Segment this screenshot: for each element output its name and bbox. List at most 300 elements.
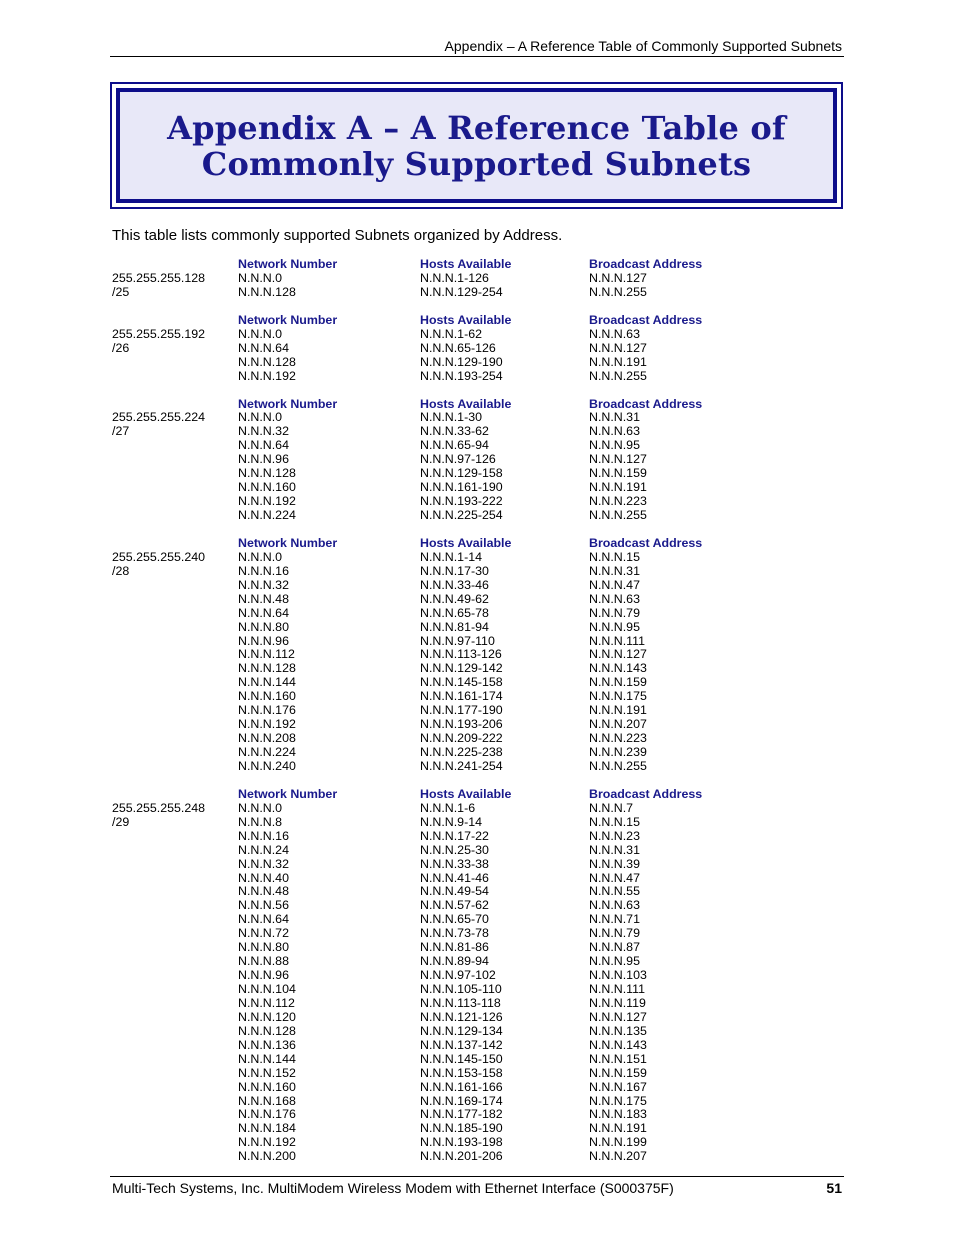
network-number: N.N.N.32 xyxy=(238,577,289,592)
hosts-available: N.N.N.1-62 xyxy=(420,326,482,341)
broadcast-address: N.N.N.111 xyxy=(589,982,646,996)
column-header-network: Network Number xyxy=(238,786,338,801)
network-number: N.N.N.80 xyxy=(238,940,289,955)
hosts-available: N.N.N.193-198 xyxy=(420,1135,503,1150)
broadcast-address: N.N.N.55 xyxy=(589,884,640,899)
broadcast-address: N.N.N.95 xyxy=(589,619,640,634)
table-row xyxy=(112,328,812,342)
table-row xyxy=(112,718,812,732)
broadcast-address: N.N.N.151 xyxy=(589,1051,647,1066)
network-number: N.N.N.128 xyxy=(238,1023,296,1038)
mask-spacer xyxy=(112,1108,238,1122)
mask-spacer xyxy=(112,872,238,886)
table-header-row xyxy=(112,537,812,551)
hosts-available: N.N.N.49-62 xyxy=(420,591,489,606)
hosts-available: N.N.N.65-94 xyxy=(420,438,489,453)
network-number: N.N.N.128 xyxy=(238,284,296,299)
table-row xyxy=(112,955,812,969)
network-number: N.N.N.64 xyxy=(238,912,289,927)
broadcast-address: N.N.N.63 xyxy=(589,898,640,913)
broadcast-address: N.N.N.159 xyxy=(589,675,647,690)
network-number: N.N.N.0 xyxy=(238,410,283,425)
network-number: N.N.N.160 xyxy=(238,480,296,495)
subnet-cidr: /27 xyxy=(112,424,130,439)
broadcast-address: N.N.N.31 xyxy=(589,563,640,578)
subnet-group xyxy=(112,398,812,523)
broadcast-address: N.N.N.111 xyxy=(589,633,646,648)
broadcast-address: N.N.N.127 xyxy=(589,1009,647,1024)
broadcast-address: N.N.N.175 xyxy=(589,689,647,704)
network-number: N.N.N.176 xyxy=(238,1107,296,1122)
network-number: N.N.N.0 xyxy=(238,800,283,815)
network-number: N.N.N.200 xyxy=(238,1149,296,1164)
network-number: N.N.N.96 xyxy=(238,452,289,467)
broadcast-address: N.N.N.95 xyxy=(589,954,640,969)
mask-spacer xyxy=(112,356,238,370)
column-header-broadcast: Broadcast Address xyxy=(589,257,703,271)
table-row xyxy=(112,969,812,983)
mask-spacer xyxy=(112,1025,238,1039)
hosts-available: N.N.N.129-158 xyxy=(420,466,503,481)
mask-spacer xyxy=(112,983,238,997)
mask-spacer xyxy=(112,1150,238,1164)
table-row xyxy=(112,997,812,1011)
table-row xyxy=(112,941,812,955)
page-title-line1: Appendix A – A Reference Table of xyxy=(167,108,786,147)
broadcast-address: N.N.N.127 xyxy=(589,270,647,285)
hosts-available: N.N.N.113-126 xyxy=(420,647,502,662)
broadcast-address: N.N.N.15 xyxy=(589,814,640,829)
hosts-available: N.N.N.153-158 xyxy=(420,1065,503,1080)
table-row xyxy=(112,1067,812,1081)
broadcast-address: N.N.N.207 xyxy=(589,717,647,732)
table-row xyxy=(112,286,812,300)
broadcast-address: N.N.N.47 xyxy=(589,577,640,592)
network-number: N.N.N.0 xyxy=(238,270,283,285)
hosts-available: N.N.N.177-190 xyxy=(420,703,503,718)
table-row xyxy=(112,439,812,453)
hosts-available: N.N.N.137-142 xyxy=(420,1037,503,1052)
broadcast-address: N.N.N.87 xyxy=(589,940,640,955)
mask-spacer xyxy=(112,1053,238,1067)
broadcast-address: N.N.N.7 xyxy=(589,800,634,815)
table-row xyxy=(112,467,812,481)
hosts-available: N.N.N.241-254 xyxy=(420,758,503,773)
mask-spacer xyxy=(112,1095,238,1109)
mask-spacer xyxy=(112,1011,238,1025)
broadcast-address: N.N.N.135 xyxy=(589,1023,647,1038)
table-row xyxy=(112,662,812,676)
hosts-available: N.N.N.209-222 xyxy=(420,731,503,746)
mask-spacer xyxy=(112,732,238,746)
network-number: N.N.N.24 xyxy=(238,842,289,857)
hosts-available: N.N.N.97-126 xyxy=(420,452,496,467)
broadcast-address: N.N.N.95 xyxy=(589,438,640,453)
network-number: N.N.N.88 xyxy=(238,954,289,969)
table-row xyxy=(112,1025,812,1039)
hosts-available: N.N.N.105-110 xyxy=(420,982,502,996)
subnet-mask: 255.255.255.128 xyxy=(112,270,206,285)
mask-spacer xyxy=(112,746,238,760)
table-header-row xyxy=(112,398,812,412)
mask-spacer xyxy=(112,690,238,704)
header-spacer xyxy=(112,537,238,551)
broadcast-address: N.N.N.239 xyxy=(589,745,647,759)
broadcast-address: N.N.N.167 xyxy=(589,1079,647,1094)
network-number: N.N.N.32 xyxy=(238,856,289,871)
hosts-available: N.N.N.41-46 xyxy=(420,870,489,885)
table-row xyxy=(112,913,812,927)
network-number: N.N.N.112 xyxy=(238,995,295,1010)
subnet-cidr: /26 xyxy=(112,340,130,355)
broadcast-address: N.N.N.159 xyxy=(589,466,647,481)
network-number: N.N.N.80 xyxy=(238,619,289,634)
broadcast-address: N.N.N.255 xyxy=(589,284,647,299)
table-row xyxy=(112,621,812,635)
hosts-available: N.N.N.65-126 xyxy=(420,340,496,355)
hosts-available: N.N.N.65-70 xyxy=(420,912,489,927)
table-row xyxy=(112,579,812,593)
broadcast-address: N.N.N.39 xyxy=(589,856,640,871)
column-header-hosts: Hosts Available xyxy=(420,312,512,327)
network-number: N.N.N.152 xyxy=(238,1065,296,1080)
hosts-available: N.N.N.97-102 xyxy=(420,968,496,983)
header-rule xyxy=(110,56,844,57)
network-number: N.N.N.176 xyxy=(238,703,296,718)
table-row xyxy=(112,1053,812,1067)
network-number: N.N.N.192 xyxy=(238,1135,296,1150)
broadcast-address: N.N.N.47 xyxy=(589,870,640,885)
column-header-broadcast: Broadcast Address xyxy=(589,786,703,801)
column-header-network: Network Number xyxy=(238,257,338,271)
column-header-network: Network Number xyxy=(238,312,338,327)
table-row xyxy=(112,802,812,816)
hosts-available: N.N.N.33-38 xyxy=(420,856,489,871)
mask-spacer xyxy=(112,969,238,983)
table-row xyxy=(112,342,812,356)
mask-spacer xyxy=(112,858,238,872)
broadcast-address: N.N.N.143 xyxy=(589,661,647,676)
network-number: N.N.N.64 xyxy=(238,340,289,355)
table-row xyxy=(112,607,812,621)
broadcast-address: N.N.N.127 xyxy=(589,647,647,662)
network-number: N.N.N.56 xyxy=(238,898,289,913)
hosts-available: N.N.N.193-222 xyxy=(420,494,503,509)
hosts-available: N.N.N.9-14 xyxy=(420,814,482,829)
table-row xyxy=(112,927,812,941)
hosts-available: N.N.N.129-134 xyxy=(420,1023,503,1038)
broadcast-address: N.N.N.71 xyxy=(589,912,640,927)
hosts-available: N.N.N.161-190 xyxy=(420,480,503,495)
footer-text: Multi-Tech Systems, Inc. MultiModem Wireless Modem with Ethernet Interface (S000375F) xyxy=(112,1180,674,1196)
mask-spacer xyxy=(112,955,238,969)
mask-spacer xyxy=(112,453,238,467)
network-number: N.N.N.112 xyxy=(238,647,295,662)
hosts-available: N.N.N.17-30 xyxy=(420,563,489,578)
subnet-mask: 255.255.255.192 xyxy=(112,326,206,341)
column-header-hosts: Hosts Available xyxy=(420,535,512,550)
hosts-available: N.N.N.177-182 xyxy=(420,1107,503,1122)
broadcast-address: N.N.N.127 xyxy=(589,452,647,467)
broadcast-address: N.N.N.63 xyxy=(589,326,640,341)
table-row xyxy=(112,746,812,760)
hosts-available: N.N.N.161-174 xyxy=(420,689,503,704)
network-number: N.N.N.8 xyxy=(238,814,283,829)
network-number: N.N.N.96 xyxy=(238,968,289,983)
broadcast-address: N.N.N.23 xyxy=(589,828,640,843)
hosts-available: N.N.N.129-190 xyxy=(420,354,503,369)
mask-spacer xyxy=(112,927,238,941)
table-row xyxy=(112,816,812,830)
broadcast-address: N.N.N.143 xyxy=(589,1037,647,1052)
subnet-cidr: /25 xyxy=(112,284,130,299)
mask-spacer xyxy=(112,607,238,621)
broadcast-address: N.N.N.255 xyxy=(589,508,647,522)
network-number: N.N.N.40 xyxy=(238,870,289,885)
subnet-group xyxy=(112,788,812,1164)
network-number: N.N.N.224 xyxy=(238,508,296,522)
broadcast-address: N.N.N.191 xyxy=(589,480,647,495)
table-row xyxy=(112,899,812,913)
network-number: N.N.N.16 xyxy=(238,828,289,843)
broadcast-address: N.N.N.255 xyxy=(589,368,647,383)
column-header-broadcast: Broadcast Address xyxy=(589,396,703,411)
hosts-available: N.N.N.225-238 xyxy=(420,745,503,759)
broadcast-address: N.N.N.31 xyxy=(589,410,640,425)
mask-spacer xyxy=(112,899,238,913)
network-number: N.N.N.208 xyxy=(238,731,296,746)
mask-spacer xyxy=(112,662,238,676)
page-title xyxy=(167,110,786,182)
table-row xyxy=(112,565,812,579)
table-row xyxy=(112,676,812,690)
network-number: N.N.N.128 xyxy=(238,354,296,369)
network-number: N.N.N.48 xyxy=(238,591,289,606)
hosts-available: N.N.N.81-86 xyxy=(420,940,489,955)
hosts-available: N.N.N.129-142 xyxy=(420,661,503,676)
column-header-hosts: Hosts Available xyxy=(420,786,512,801)
broadcast-address: N.N.N.103 xyxy=(589,968,647,983)
table-row xyxy=(112,356,812,370)
column-header-hosts: Hosts Available xyxy=(420,396,512,411)
hosts-available: N.N.N.97-110 xyxy=(420,633,495,648)
broadcast-address: N.N.N.79 xyxy=(589,926,640,941)
hosts-available: N.N.N.185-190 xyxy=(420,1121,503,1136)
subnet-mask: 255.255.255.248 xyxy=(112,800,206,815)
table-row xyxy=(112,704,812,718)
network-number: N.N.N.192 xyxy=(238,494,296,509)
network-number: N.N.N.144 xyxy=(238,1051,296,1066)
network-number: N.N.N.72 xyxy=(238,926,289,941)
network-number: N.N.N.16 xyxy=(238,563,289,578)
network-number: N.N.N.96 xyxy=(238,633,289,648)
mask-spacer xyxy=(112,509,238,523)
broadcast-address: N.N.N.183 xyxy=(589,1107,647,1122)
subnet-cidr: /28 xyxy=(112,563,130,578)
table-row xyxy=(112,1122,812,1136)
network-number: N.N.N.0 xyxy=(238,326,283,341)
table-row xyxy=(112,411,812,425)
broadcast-address: N.N.N.63 xyxy=(589,424,640,439)
broadcast-address: N.N.N.79 xyxy=(589,605,640,620)
broadcast-address: N.N.N.127 xyxy=(589,340,647,355)
subnet-mask: 255.255.255.224 xyxy=(112,410,206,425)
running-header: Appendix – A Reference Table of Commonly Supported Subnets xyxy=(444,38,842,54)
hosts-available: N.N.N.33-62 xyxy=(420,424,489,439)
broadcast-address: N.N.N.223 xyxy=(589,731,647,746)
intro-paragraph: This table lists commonly supported Subnets organized by Address. xyxy=(112,227,563,244)
network-number: N.N.N.184 xyxy=(238,1121,296,1136)
hosts-available: N.N.N.1-30 xyxy=(420,410,482,425)
hosts-available: N.N.N.49-54 xyxy=(420,884,489,899)
table-row xyxy=(112,481,812,495)
mask-spacer xyxy=(112,830,238,844)
header-spacer xyxy=(112,314,238,328)
hosts-available: N.N.N.193-206 xyxy=(420,717,503,732)
table-row xyxy=(112,858,812,872)
network-number: N.N.N.0 xyxy=(238,549,283,564)
mask-spacer xyxy=(112,941,238,955)
table-row xyxy=(112,690,812,704)
hosts-available: N.N.N.89-94 xyxy=(420,954,489,969)
table-row xyxy=(112,509,812,523)
broadcast-address: N.N.N.223 xyxy=(589,494,647,509)
hosts-available: N.N.N.57-62 xyxy=(420,898,489,913)
subnet-tables xyxy=(112,258,812,1178)
hosts-available: N.N.N.169-174 xyxy=(420,1093,503,1108)
subnet-mask: 255.255.255.240 xyxy=(112,549,206,564)
mask-spacer xyxy=(112,676,238,690)
broadcast-address: N.N.N.31 xyxy=(589,842,640,857)
table-row xyxy=(112,1039,812,1053)
network-number: N.N.N.168 xyxy=(238,1093,296,1108)
hosts-available: N.N.N.145-158 xyxy=(420,675,503,690)
table-row xyxy=(112,1136,812,1150)
network-number: N.N.N.160 xyxy=(238,689,296,704)
table-row xyxy=(112,1081,812,1095)
table-row xyxy=(112,453,812,467)
broadcast-address: N.N.N.191 xyxy=(589,354,647,369)
table-row xyxy=(112,635,812,649)
page-number: 51 xyxy=(826,1180,842,1196)
network-number: N.N.N.64 xyxy=(238,605,289,620)
mask-spacer xyxy=(112,495,238,509)
table-row xyxy=(112,370,812,384)
network-number: N.N.N.48 xyxy=(238,884,289,899)
network-number: N.N.N.160 xyxy=(238,1079,296,1094)
network-number: N.N.N.192 xyxy=(238,717,296,732)
broadcast-address: N.N.N.191 xyxy=(589,1121,647,1136)
mask-spacer xyxy=(112,593,238,607)
hosts-available: N.N.N.1-6 xyxy=(420,800,476,815)
hosts-available: N.N.N.33-46 xyxy=(420,577,489,592)
hosts-available: N.N.N.129-254 xyxy=(420,284,503,299)
mask-spacer xyxy=(112,439,238,453)
mask-spacer xyxy=(112,760,238,774)
hosts-available: N.N.N.113-118 xyxy=(420,995,501,1010)
mask-spacer xyxy=(112,885,238,899)
mask-spacer xyxy=(112,1081,238,1095)
title-inner xyxy=(116,88,837,203)
table-row xyxy=(112,425,812,439)
table-header-row xyxy=(112,258,812,272)
table-row xyxy=(112,1011,812,1025)
hosts-available: N.N.N.65-78 xyxy=(420,605,489,620)
table-row xyxy=(112,844,812,858)
column-header-network: Network Number xyxy=(238,535,338,550)
footer-rule xyxy=(110,1176,844,1177)
hosts-available: N.N.N.1-126 xyxy=(420,270,489,285)
mask-spacer xyxy=(112,704,238,718)
table-row xyxy=(112,495,812,509)
table-row xyxy=(112,885,812,899)
table-row xyxy=(112,872,812,886)
column-header-broadcast: Broadcast Address xyxy=(589,312,703,327)
network-number: N.N.N.32 xyxy=(238,424,289,439)
table-row xyxy=(112,648,812,662)
network-number: N.N.N.120 xyxy=(238,1009,296,1024)
table-row xyxy=(112,551,812,565)
broadcast-address: N.N.N.159 xyxy=(589,1065,647,1080)
mask-spacer xyxy=(112,635,238,649)
hosts-available: N.N.N.201-206 xyxy=(420,1149,503,1164)
page-title-line2: Commonly Supported Subnets xyxy=(201,144,752,183)
hosts-available: N.N.N.225-254 xyxy=(420,508,503,522)
mask-spacer xyxy=(112,370,238,384)
table-row xyxy=(112,593,812,607)
table-row xyxy=(112,732,812,746)
table-row xyxy=(112,1150,812,1164)
mask-spacer xyxy=(112,648,238,662)
header-spacer xyxy=(112,258,238,272)
column-header-network: Network Number xyxy=(238,396,338,411)
mask-spacer xyxy=(112,718,238,732)
network-number: N.N.N.128 xyxy=(238,466,296,481)
hosts-available: N.N.N.121-126 xyxy=(420,1009,503,1024)
broadcast-address: N.N.N.207 xyxy=(589,1149,647,1164)
broadcast-address: N.N.N.199 xyxy=(589,1135,647,1150)
network-number: N.N.N.224 xyxy=(238,745,296,759)
network-number: N.N.N.104 xyxy=(238,982,296,996)
column-header-hosts: Hosts Available xyxy=(420,257,512,271)
subnet-group xyxy=(112,537,812,774)
hosts-available: N.N.N.73-78 xyxy=(420,926,489,941)
hosts-available: N.N.N.161-166 xyxy=(420,1079,503,1094)
table-row xyxy=(112,760,812,774)
network-number: N.N.N.240 xyxy=(238,758,296,773)
mask-spacer xyxy=(112,621,238,635)
column-header-broadcast: Broadcast Address xyxy=(589,535,703,550)
subnet-group xyxy=(112,258,812,300)
mask-spacer xyxy=(112,1067,238,1081)
mask-spacer xyxy=(112,481,238,495)
network-number: N.N.N.144 xyxy=(238,675,296,690)
table-header-row xyxy=(112,314,812,328)
table-row xyxy=(112,830,812,844)
network-number: N.N.N.136 xyxy=(238,1037,296,1052)
mask-spacer xyxy=(112,1122,238,1136)
table-row xyxy=(112,272,812,286)
mask-spacer xyxy=(112,579,238,593)
hosts-available: N.N.N.1-14 xyxy=(420,549,482,564)
table-header-row xyxy=(112,788,812,802)
broadcast-address: N.N.N.255 xyxy=(589,758,647,773)
hosts-available: N.N.N.25-30 xyxy=(420,842,489,857)
hosts-available: N.N.N.193-254 xyxy=(420,368,503,383)
table-row xyxy=(112,1108,812,1122)
mask-spacer xyxy=(112,467,238,481)
mask-spacer xyxy=(112,844,238,858)
